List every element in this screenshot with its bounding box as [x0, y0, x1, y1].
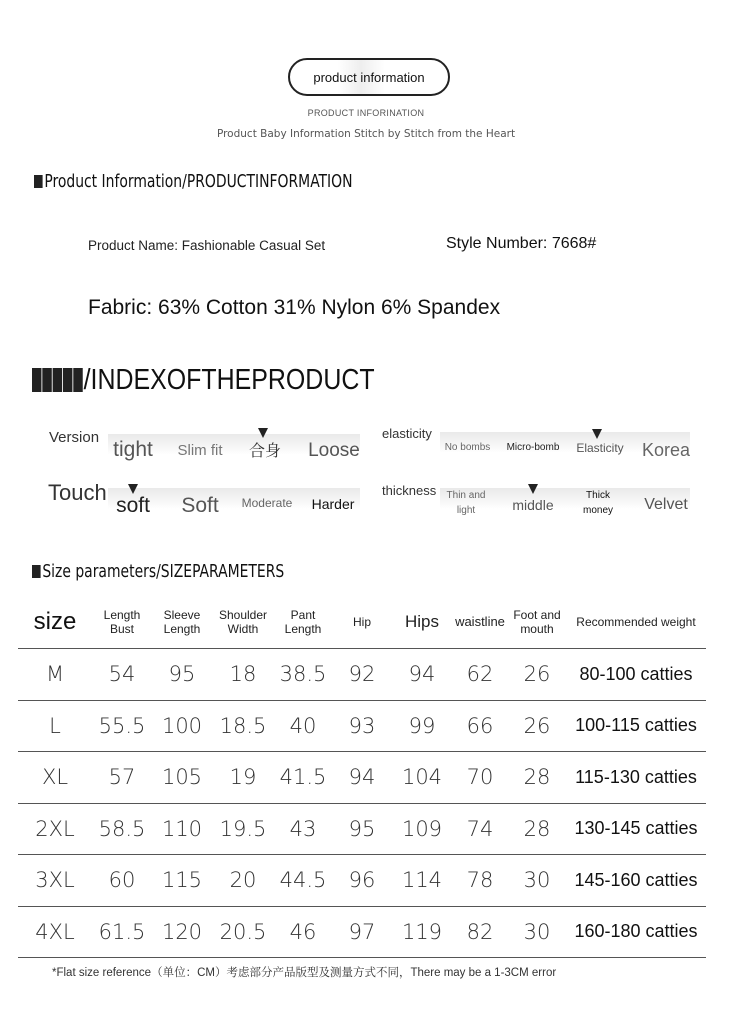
table-cell: 20.5	[212, 906, 274, 958]
touch-option-moderate: Moderate	[241, 496, 293, 510]
thickness-option-velvet: Velvet	[644, 496, 688, 513]
table-cell: 54	[92, 649, 152, 701]
blocked-glyphs-icon	[32, 367, 84, 400]
col-size: size	[33, 608, 77, 635]
table-cell: 28	[508, 803, 566, 855]
table-cell: 20	[212, 855, 274, 907]
elasticity-option-no-bombs: No bombs	[444, 442, 491, 453]
table-cell: 4XL	[18, 906, 92, 958]
table-row	[18, 752, 706, 804]
table-cell: 78	[452, 855, 508, 907]
table-cell: 26	[508, 649, 566, 701]
version-option-loose: Loose	[308, 440, 360, 461]
table-cell: 44.5	[274, 855, 332, 907]
table-cell: 100	[152, 700, 212, 752]
table-cell: 99	[392, 700, 452, 752]
table-cell-weight: 130-145 catties	[566, 803, 706, 855]
table-cell: 57	[92, 752, 152, 804]
table-cell: 26	[508, 700, 566, 752]
elasticity-option-elasticity: Elasticity	[576, 441, 624, 455]
header-subtitle: PRODUCT INFORINATION	[307, 108, 425, 118]
table-cell: 60	[92, 855, 152, 907]
version-label: Version	[49, 429, 100, 446]
thickness-option-thick-money: Thick money	[582, 490, 613, 516]
table-cell: 61.5	[92, 906, 152, 958]
touch-option-harder: Harder	[311, 496, 355, 512]
table-cell: 18.5	[212, 700, 274, 752]
style-number: Style Number: 7668#	[446, 235, 597, 252]
table-cell: 93	[332, 700, 392, 752]
col-bust-text: Bust	[109, 622, 134, 636]
version-option-tight: tight	[113, 438, 153, 461]
version-option-slim-fit: Slim fit	[177, 442, 223, 459]
touch-option-soft: soft	[116, 494, 150, 517]
product-info-heading-text: Product Information/PRODUCTINFORMATION	[44, 171, 353, 192]
table-row	[18, 649, 706, 701]
product-information-pill: product information	[288, 58, 450, 96]
table-cell: 19	[212, 752, 274, 804]
thickness-label: thickness	[382, 483, 437, 498]
table-cell: 28	[508, 752, 566, 804]
table-cell: 94	[332, 752, 392, 804]
version-option-fit: 合身	[248, 443, 281, 460]
elasticity-label: elasticity	[382, 426, 432, 441]
table-cell: M	[18, 649, 92, 701]
table-cell: 40	[274, 700, 332, 752]
table-cell: 38.5	[274, 649, 332, 701]
table-cell-weight: 115-130 catties	[566, 752, 706, 804]
table-cell: 55.5	[92, 700, 152, 752]
table-row	[18, 803, 706, 855]
table-cell: 18	[212, 649, 274, 701]
table-cell: 30	[508, 855, 566, 907]
square-bullet-icon	[34, 175, 43, 188]
table-cell: 120	[152, 906, 212, 958]
touch-selected-marker-icon	[128, 484, 138, 494]
thickness-option-thin-and-light: Thin and light	[446, 490, 486, 516]
col-sleeve-length: Sleeve Length	[163, 608, 201, 636]
table-cell: 43	[274, 803, 332, 855]
table-cell: 110	[152, 803, 212, 855]
size-table	[18, 596, 706, 958]
size-params-heading-text: Size parameters/SIZEPARAMETERS	[42, 561, 285, 582]
table-cell: 70	[452, 752, 508, 804]
table-row	[18, 855, 706, 907]
table-cell: 115	[152, 855, 212, 907]
version-selected-marker-icon	[258, 428, 268, 438]
thickness-option-middle: middle	[512, 497, 554, 513]
table-cell: 109	[392, 803, 452, 855]
elasticity-selected-marker-icon	[592, 429, 602, 439]
col-hips: Hips	[404, 612, 439, 631]
table-cell: 3XL	[18, 855, 92, 907]
table-cell-weight: 160-180 catties	[566, 906, 706, 958]
table-cell: 119	[392, 906, 452, 958]
table-cell: 41.5	[274, 752, 332, 804]
header-tagline: Product Baby Information Stitch by Stitch from the Heart	[216, 128, 516, 140]
table-cell: 96	[332, 855, 392, 907]
square-bullet-icon	[32, 565, 41, 578]
table-row	[18, 700, 706, 752]
table-cell: 46	[274, 906, 332, 958]
size-note: *Flat size reference（单位：CM）考虑部分产品版型及测量方式不同，There may be a 1-3CM error	[52, 967, 557, 979]
touch-option-soft-2: Soft	[181, 494, 219, 517]
col-shoulder-width: Shoulder Width	[218, 608, 268, 636]
index-heading	[32, 364, 375, 400]
table-cell: 95	[152, 649, 212, 701]
table-cell: 58.5	[92, 803, 152, 855]
size-table-header	[18, 596, 706, 649]
col-foot-and-mouth: Foot and mouth	[513, 608, 561, 636]
thickness-selected-marker-icon	[528, 484, 538, 494]
table-cell-weight: 145-160 catties	[566, 855, 706, 907]
table-cell: 92	[332, 649, 392, 701]
table-cell: 94	[392, 649, 452, 701]
col-waistline: waistline	[455, 614, 505, 629]
table-cell-weight: 80-100 catties	[566, 649, 706, 701]
elasticity-option-micro-bomb: Micro-bomb	[506, 442, 560, 453]
col-pant-length: Pant Length	[284, 608, 322, 636]
product-name: Product Name: Fashionable Casual Set	[88, 238, 326, 253]
table-cell: 95	[332, 803, 392, 855]
table-cell: L	[18, 700, 92, 752]
index-heading-text: /INDEXOFTHEPRODUCT	[83, 364, 375, 396]
elasticity-option-korea: Korea	[641, 440, 691, 460]
table-cell: 97	[332, 906, 392, 958]
col-hip: Hip	[352, 615, 371, 629]
col-length-text: Length	[103, 608, 141, 622]
table-cell: 82	[452, 906, 508, 958]
table-cell: 104	[392, 752, 452, 804]
touch-label: Touch	[48, 480, 107, 505]
table-row	[18, 906, 706, 958]
product-info-heading	[34, 171, 353, 192]
table-cell: 74	[452, 803, 508, 855]
table-cell: 19.5	[212, 803, 274, 855]
size-params-heading	[32, 561, 284, 582]
table-cell: 66	[452, 700, 508, 752]
table-cell-weight: 100-115 catties	[566, 700, 706, 752]
table-cell: 114	[392, 855, 452, 907]
table-cell: 30	[508, 906, 566, 958]
col-length	[92, 596, 152, 649]
table-cell: XL	[18, 752, 92, 804]
col-recommended-weight: Recommended weight	[576, 615, 696, 629]
table-cell: 105	[152, 752, 212, 804]
table-cell: 2XL	[18, 803, 92, 855]
table-cell: 62	[452, 649, 508, 701]
fabric-composition: Fabric: 63% Cotton 31% Nylon 6% Spandex	[88, 296, 501, 319]
